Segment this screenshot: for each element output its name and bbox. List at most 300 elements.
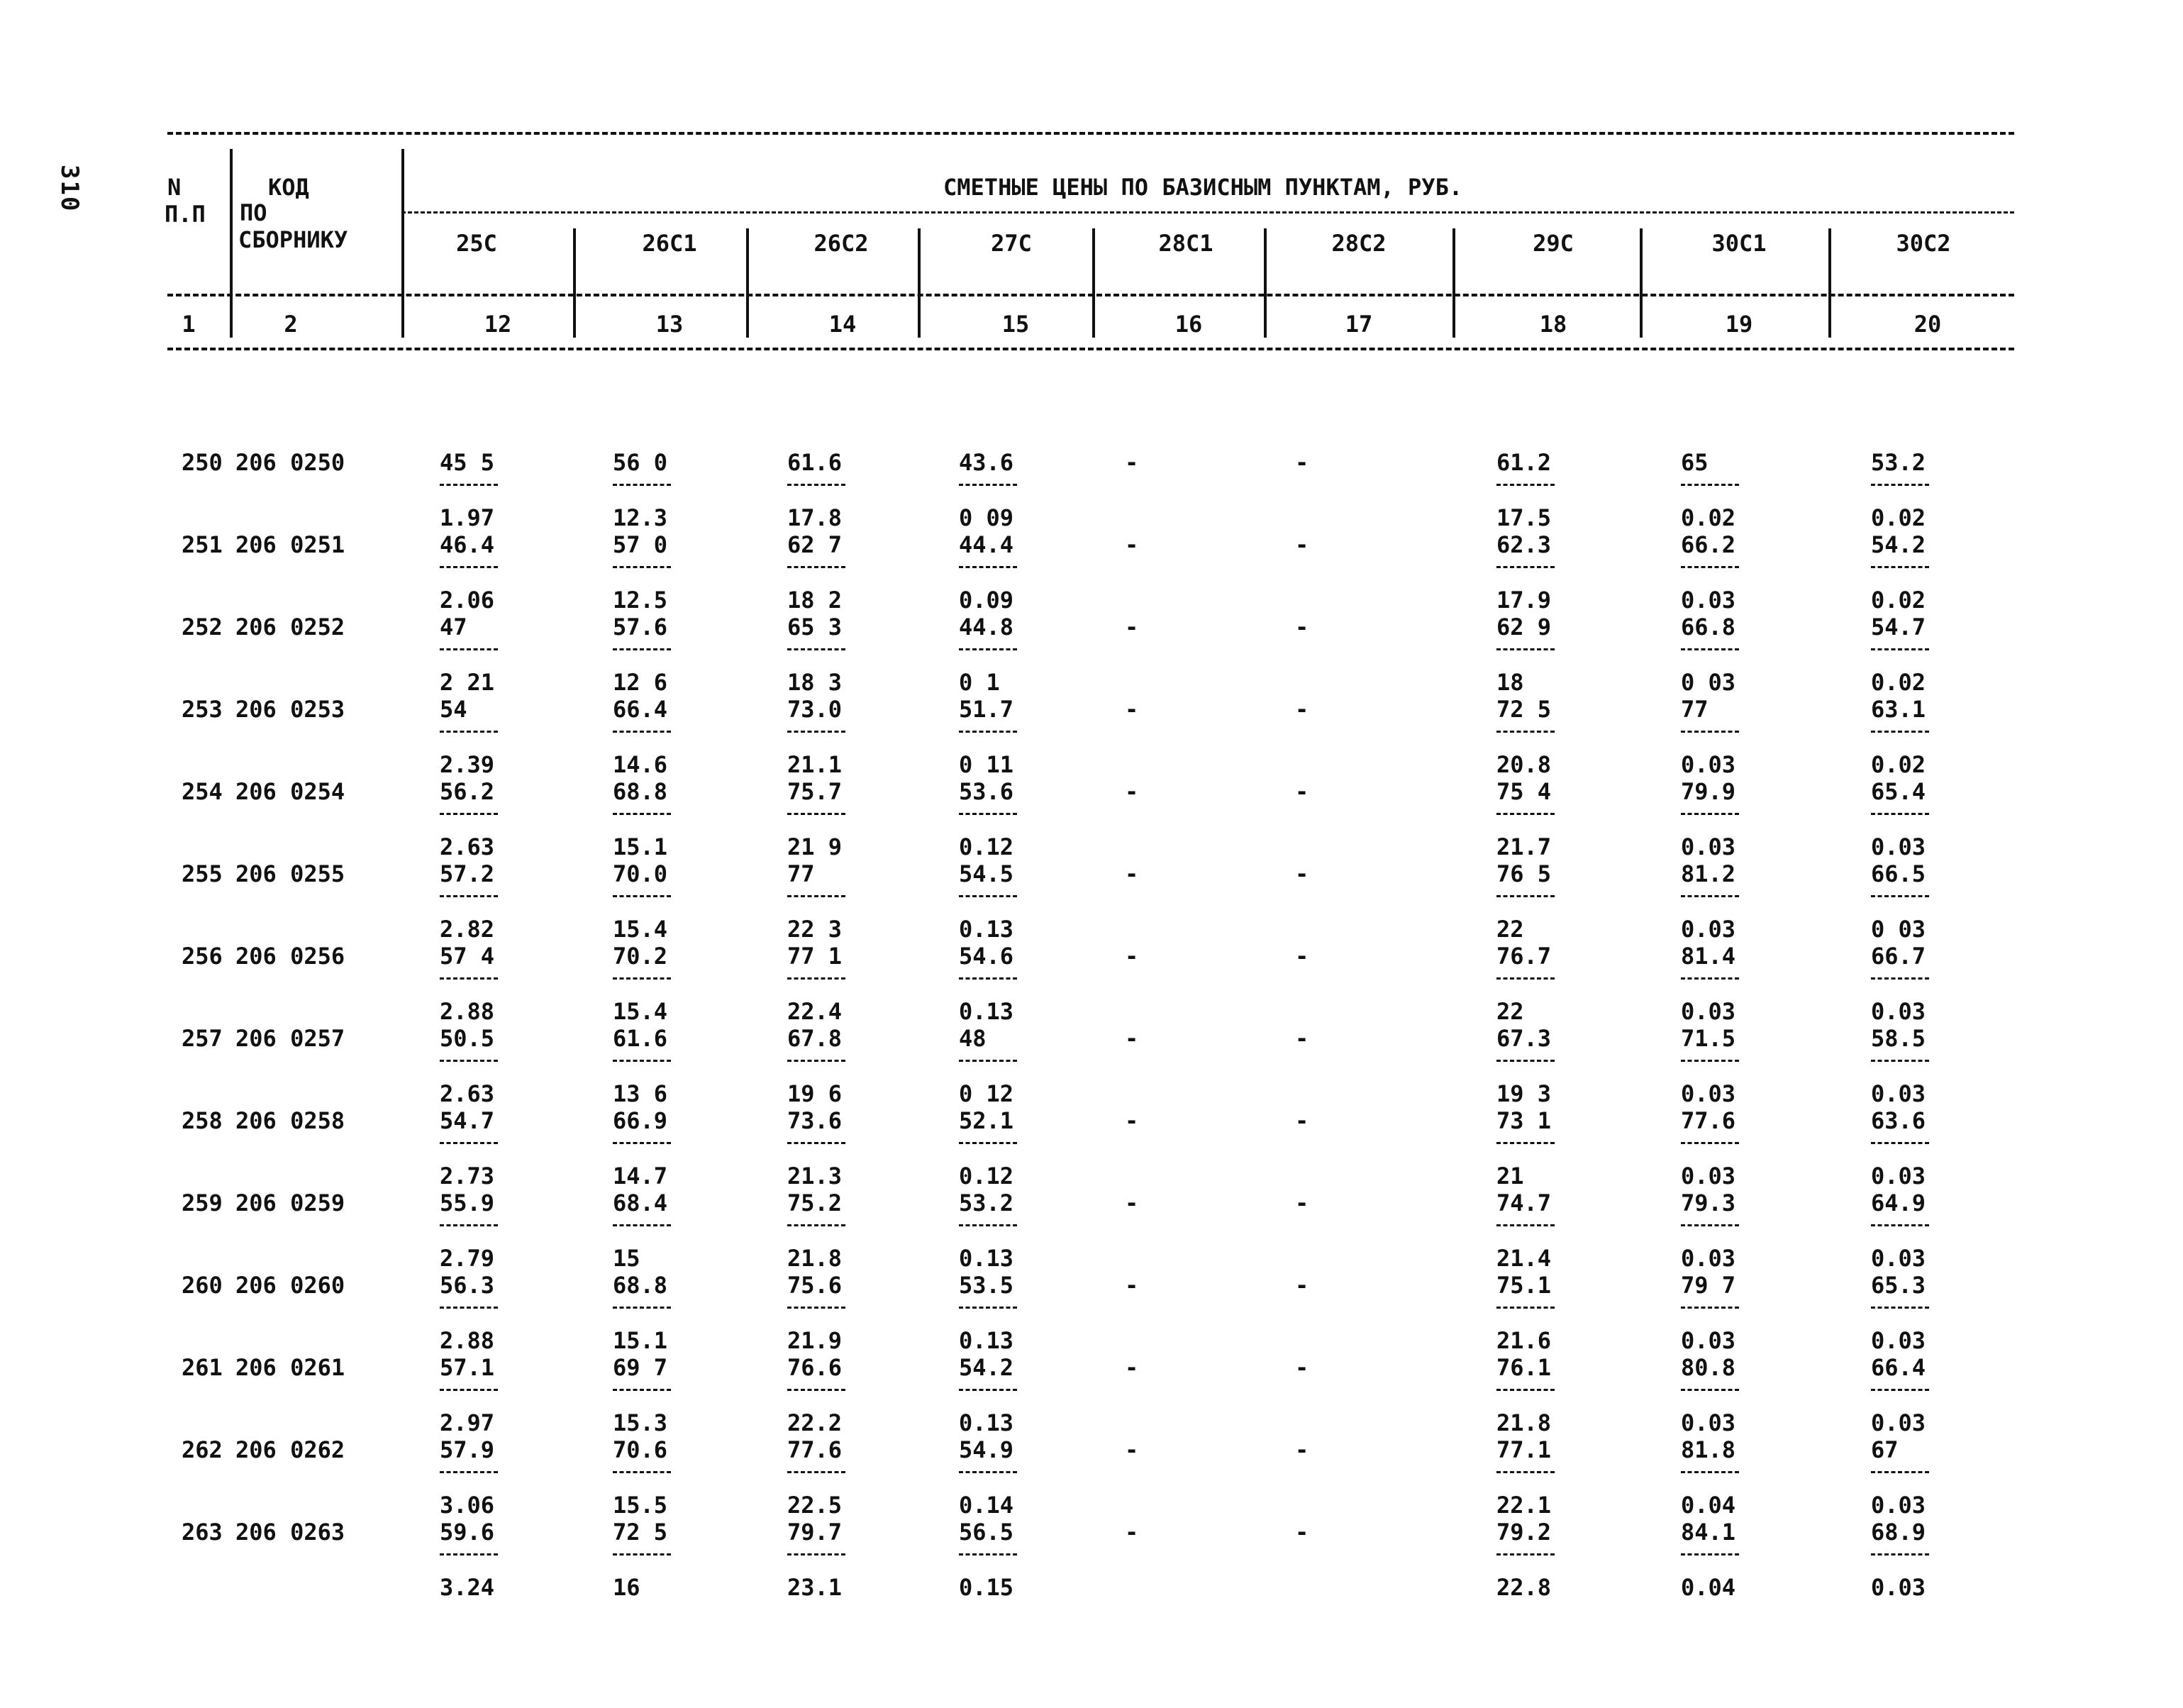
fraction-line [1681, 1142, 1739, 1144]
price-subvalue: 0.03 [1871, 1163, 1926, 1190]
fraction-line [440, 731, 498, 733]
price-subvalue: 0.12 [959, 1163, 1014, 1190]
row-number: 255 [182, 860, 223, 887]
price-value: 66.5 [1871, 860, 1926, 887]
fraction-line [1681, 566, 1739, 568]
price-subvalue: 0.13 [959, 1245, 1014, 1272]
price-subvalue: 17.5 [1496, 504, 1552, 531]
price-value: 59.6 [440, 1519, 495, 1546]
header-divider [1452, 228, 1455, 338]
price-value: 66.7 [1871, 943, 1926, 970]
price-value: 57.9 [440, 1436, 495, 1463]
column-header: 28С1 [1158, 230, 1213, 257]
fraction-line [959, 813, 1017, 815]
price-subvalue: 12.3 [613, 504, 668, 531]
price-subvalue: 0.13 [959, 1327, 1014, 1354]
price-value: 71.5 [1681, 1025, 1736, 1052]
column-header: 26С2 [813, 230, 869, 257]
header-bottom-rule [167, 348, 2014, 350]
column-header: 27С [991, 230, 1032, 257]
row-number: 254 [182, 778, 223, 805]
fraction-line [787, 484, 845, 486]
fraction-line [959, 1142, 1017, 1144]
fraction-line [1681, 1307, 1739, 1309]
price-subvalue: 2.82 [440, 916, 495, 943]
price-value: 66.4 [613, 696, 668, 723]
row-number: 251 [182, 531, 223, 558]
fraction-line [440, 1060, 498, 1062]
fraction-line [1496, 895, 1555, 897]
fraction-line [1681, 1389, 1739, 1391]
price-dash: - [1295, 943, 1309, 970]
fraction-line [1681, 895, 1739, 897]
fraction-line [1871, 813, 1929, 815]
header-divider [1828, 228, 1831, 338]
price-value: 56.2 [440, 778, 495, 805]
fraction-line [440, 1389, 498, 1391]
fraction-line [1496, 1389, 1555, 1391]
price-value: 56 0 [613, 449, 668, 476]
fraction-line [1681, 648, 1739, 650]
price-subvalue: 18 3 [787, 669, 843, 696]
price-subvalue: 0.12 [959, 833, 1014, 860]
price-subvalue: 0.13 [959, 998, 1014, 1025]
fraction-line [613, 895, 671, 897]
price-value: 54.2 [1871, 531, 1926, 558]
fraction-line [959, 1307, 1017, 1309]
price-value: 68.8 [613, 1272, 668, 1299]
header-mid-rule [167, 294, 2014, 296]
price-dash: - [1125, 1519, 1139, 1546]
fraction-line [1681, 1553, 1739, 1556]
price-value: 54.7 [1871, 614, 1926, 640]
price-subvalue: 12.5 [613, 587, 668, 614]
price-subvalue: 0.03 [1871, 1245, 1926, 1272]
price-subvalue: 0.04 [1681, 1574, 1736, 1601]
fraction-line [959, 566, 1017, 568]
fraction-line [787, 1142, 845, 1144]
price-subvalue: 0.03 [1871, 1080, 1926, 1107]
header-col2-label: СБОРНИКУ [238, 226, 348, 253]
price-value: 57.2 [440, 860, 495, 887]
price-value: 54.9 [959, 1436, 1014, 1463]
fraction-line [787, 895, 845, 897]
price-subvalue: 0.02 [1871, 504, 1926, 531]
price-subvalue: 17.8 [787, 504, 843, 531]
price-subvalue: 15 [613, 1245, 640, 1272]
price-subvalue: 0.04 [1681, 1492, 1736, 1519]
price-subvalue: 21.9 [787, 1327, 843, 1354]
fraction-line [613, 1142, 671, 1144]
fraction-line [1871, 1142, 1929, 1144]
fraction-line [613, 566, 671, 568]
fraction-line [1496, 813, 1555, 815]
column-header: 30С2 [1896, 230, 1951, 257]
column-number: 14 [828, 311, 857, 338]
fraction-line [440, 1471, 498, 1473]
price-subvalue: 14.6 [613, 751, 668, 778]
fraction-line [959, 648, 1017, 650]
fraction-line [959, 1060, 1017, 1062]
column-number: 19 [1725, 311, 1753, 338]
row-code: 206 0251 [235, 531, 345, 558]
row-code: 206 0261 [235, 1354, 345, 1381]
row-code: 206 0260 [235, 1272, 345, 1299]
price-value: 54.5 [959, 860, 1014, 887]
price-value: 46.4 [440, 531, 495, 558]
row-number: 258 [182, 1107, 223, 1134]
price-value: 57.1 [440, 1354, 495, 1381]
header-col2-label: ПО [240, 199, 267, 226]
fraction-line [440, 648, 498, 650]
price-value: 67 [1871, 1436, 1899, 1463]
price-value: 61.2 [1496, 449, 1552, 476]
price-value: 76.1 [1496, 1354, 1552, 1381]
price-dash: - [1125, 449, 1139, 476]
row-number: 261 [182, 1354, 223, 1381]
price-value: 47 [440, 614, 467, 640]
price-subvalue: 19 6 [787, 1080, 843, 1107]
fraction-line [959, 731, 1017, 733]
header-group-rule [401, 211, 2014, 214]
row-code: 206 0250 [235, 449, 345, 476]
row-code: 206 0263 [235, 1519, 345, 1546]
fraction-line [787, 1060, 845, 1062]
fraction-line [1871, 484, 1929, 486]
fraction-line [959, 1224, 1017, 1226]
price-value: 63.1 [1871, 696, 1926, 723]
fraction-line [1871, 1060, 1929, 1062]
fraction-line [1871, 1224, 1929, 1226]
price-dash: - [1125, 1354, 1139, 1381]
row-code: 206 0252 [235, 614, 345, 640]
column-header: 29С [1533, 230, 1574, 257]
price-subvalue: 15.4 [613, 998, 668, 1025]
price-subvalue: 22.4 [787, 998, 843, 1025]
price-value: 57.6 [613, 614, 668, 640]
price-value: 61.6 [787, 449, 843, 476]
fraction-line [1496, 1553, 1555, 1556]
price-subvalue: 21.4 [1496, 1245, 1552, 1272]
row-number: 250 [182, 449, 223, 476]
price-subvalue: 22.1 [1496, 1492, 1552, 1519]
fraction-line [613, 1060, 671, 1062]
fraction-line [440, 1553, 498, 1556]
price-subvalue: 15.5 [613, 1492, 668, 1519]
fraction-line [1496, 1307, 1555, 1309]
price-dash: - [1125, 860, 1139, 887]
fraction-line [1681, 731, 1739, 733]
price-subvalue: 0.03 [1681, 1245, 1736, 1272]
price-dash: - [1295, 1025, 1309, 1052]
price-subvalue: 2.73 [440, 1163, 495, 1190]
price-value: 73.6 [787, 1107, 843, 1134]
price-value: 76.6 [787, 1354, 843, 1381]
fraction-line [613, 731, 671, 733]
column-number: 17 [1345, 311, 1373, 338]
fraction-line [959, 1389, 1017, 1391]
price-value: 68.4 [613, 1190, 668, 1216]
price-value: 53.2 [1871, 449, 1926, 476]
price-subvalue: 0 03 [1871, 916, 1926, 943]
price-dash: - [1125, 696, 1139, 723]
price-value: 55.9 [440, 1190, 495, 1216]
price-dash: - [1295, 1272, 1309, 1299]
price-value: 70.2 [613, 943, 668, 970]
fraction-line [613, 1553, 671, 1556]
price-value: 57 0 [613, 531, 668, 558]
price-value: 62 9 [1496, 614, 1552, 640]
row-code: 206 0256 [235, 943, 345, 970]
fraction-line [1871, 895, 1929, 897]
price-value: 68.9 [1871, 1519, 1926, 1546]
price-subvalue: 0.03 [1871, 1574, 1926, 1601]
price-subvalue: 21.8 [787, 1245, 843, 1272]
price-value: 65 3 [787, 614, 843, 640]
fraction-line [440, 813, 498, 815]
page-number: 310 [55, 165, 84, 213]
fraction-line [787, 731, 845, 733]
price-subvalue: 22 3 [787, 916, 843, 943]
price-value: 57 4 [440, 943, 495, 970]
fraction-line [613, 1307, 671, 1309]
header-col2-label: КОД [268, 174, 309, 201]
price-subvalue: 0.03 [1681, 1080, 1736, 1107]
price-subvalue: 0.03 [1681, 1327, 1736, 1354]
fraction-line [1871, 977, 1929, 980]
price-subvalue: 15.1 [613, 1327, 668, 1354]
column-number: 20 [1913, 311, 1942, 338]
row-code: 206 0255 [235, 860, 345, 887]
price-value: 65.3 [1871, 1272, 1926, 1299]
price-subvalue: 0 03 [1681, 669, 1736, 696]
fraction-line [440, 1224, 498, 1226]
column-number: 18 [1539, 311, 1567, 338]
fraction-line [1681, 1471, 1739, 1473]
price-value: 70.0 [613, 860, 668, 887]
fraction-line [440, 1307, 498, 1309]
fraction-line [1496, 566, 1555, 568]
fraction-line [613, 648, 671, 650]
price-subvalue: 15.3 [613, 1409, 668, 1436]
price-dash: - [1125, 1436, 1139, 1463]
price-subvalue: 21 [1496, 1163, 1524, 1190]
header-divider [1640, 228, 1643, 338]
price-value: 68.8 [613, 778, 668, 805]
price-value: 84.1 [1681, 1519, 1736, 1546]
row-number: 252 [182, 614, 223, 640]
fraction-line [787, 1471, 845, 1473]
price-subvalue: 2.63 [440, 833, 495, 860]
fraction-line [613, 1224, 671, 1226]
fraction-line [1496, 484, 1555, 486]
price-dash: - [1125, 1272, 1139, 1299]
price-dash: - [1295, 614, 1309, 640]
fraction-line [1871, 1389, 1929, 1391]
price-value: 81.2 [1681, 860, 1736, 887]
price-subvalue: 2.63 [440, 1080, 495, 1107]
price-value: 66.8 [1681, 614, 1736, 640]
price-value: 56.5 [959, 1519, 1014, 1546]
price-value: 77 [1681, 696, 1709, 723]
fraction-line [1496, 1471, 1555, 1473]
fraction-line [1496, 1060, 1555, 1062]
price-value: 77.1 [1496, 1436, 1552, 1463]
price-subvalue: 2.88 [440, 998, 495, 1025]
price-subvalue: 2.79 [440, 1245, 495, 1272]
fraction-line [1496, 1142, 1555, 1144]
price-subvalue: 3.06 [440, 1492, 495, 1519]
column-header: 25С [456, 230, 497, 257]
price-value: 79.9 [1681, 778, 1736, 805]
row-code: 206 0254 [235, 778, 345, 805]
price-dash: - [1295, 531, 1309, 558]
fraction-line [1871, 731, 1929, 733]
price-subvalue: 0.03 [1871, 1409, 1926, 1436]
price-subvalue: 0.03 [1681, 998, 1736, 1025]
price-dash: - [1125, 778, 1139, 805]
price-subvalue: 22.8 [1496, 1574, 1552, 1601]
fraction-line [1681, 1224, 1739, 1226]
price-dash: - [1125, 531, 1139, 558]
price-value: 75 4 [1496, 778, 1552, 805]
price-dash: - [1295, 1107, 1309, 1134]
price-dash: - [1125, 1107, 1139, 1134]
price-subvalue: 0.09 [959, 587, 1014, 614]
price-subvalue: 2.39 [440, 751, 495, 778]
price-dash: - [1125, 943, 1139, 970]
price-value: 76.7 [1496, 943, 1552, 970]
price-value: 77 1 [787, 943, 843, 970]
row-code: 206 0258 [235, 1107, 345, 1134]
price-subvalue: 21.6 [1496, 1327, 1552, 1354]
price-subvalue: 0.03 [1871, 998, 1926, 1025]
price-subvalue: 0.02 [1681, 504, 1736, 531]
price-subvalue: 22.5 [787, 1492, 843, 1519]
row-code: 206 0259 [235, 1190, 345, 1216]
price-value: 56.3 [440, 1272, 495, 1299]
row-number: 262 [182, 1436, 223, 1463]
price-value: 62.3 [1496, 531, 1552, 558]
price-value: 65 [1681, 449, 1709, 476]
price-dash: - [1295, 449, 1309, 476]
price-subvalue: 0 09 [959, 504, 1014, 531]
row-number: 259 [182, 1190, 223, 1216]
price-value: 63.6 [1871, 1107, 1926, 1134]
price-subvalue: 21.3 [787, 1163, 843, 1190]
row-code: 206 0253 [235, 696, 345, 723]
price-value: 53.5 [959, 1272, 1014, 1299]
column-number: 1 [182, 311, 196, 338]
fraction-line [440, 484, 498, 486]
price-subvalue: 15.4 [613, 916, 668, 943]
price-subvalue: 0.03 [1871, 833, 1926, 860]
header-top-rule [167, 132, 2014, 135]
price-dash: - [1295, 696, 1309, 723]
price-value: 79.7 [787, 1519, 843, 1546]
price-value: 44.4 [959, 531, 1014, 558]
price-subvalue: 17.9 [1496, 587, 1552, 614]
price-value: 50.5 [440, 1025, 495, 1052]
fraction-line [1496, 1224, 1555, 1226]
price-subvalue: 12 6 [613, 669, 668, 696]
price-dash: - [1125, 614, 1139, 640]
price-value: 43.6 [959, 449, 1014, 476]
price-subvalue: 0.03 [1681, 1409, 1736, 1436]
price-value: 69 7 [613, 1354, 668, 1381]
price-subvalue: 0.03 [1681, 751, 1736, 778]
price-subvalue: 21.8 [1496, 1409, 1552, 1436]
price-dash: - [1295, 778, 1309, 805]
column-number: 13 [655, 311, 684, 338]
price-subvalue: 21 9 [787, 833, 843, 860]
row-code: 206 0262 [235, 1436, 345, 1463]
fraction-line [1496, 648, 1555, 650]
price-value: 58.5 [1871, 1025, 1926, 1052]
fraction-line [1871, 648, 1929, 650]
price-value: 66.9 [613, 1107, 668, 1134]
fraction-line [787, 1224, 845, 1226]
fraction-line [1681, 813, 1739, 815]
price-value: 73 1 [1496, 1107, 1552, 1134]
price-value: 45 5 [440, 449, 495, 476]
fraction-line [1681, 484, 1739, 486]
price-value: 72 5 [1496, 696, 1552, 723]
price-subvalue: 0.03 [1681, 916, 1736, 943]
price-value: 70.6 [613, 1436, 668, 1463]
fraction-line [787, 1553, 845, 1556]
price-subvalue: 0.02 [1871, 669, 1926, 696]
fraction-line [440, 566, 498, 568]
price-dash: - [1125, 1190, 1139, 1216]
fraction-line [787, 648, 845, 650]
fraction-line [613, 1389, 671, 1391]
price-subvalue: 0 1 [959, 669, 1000, 696]
price-subvalue: 0.14 [959, 1492, 1014, 1519]
fraction-line [1681, 977, 1739, 980]
price-value: 54.7 [440, 1107, 495, 1134]
price-value: 66.2 [1681, 531, 1736, 558]
fraction-line [1871, 1553, 1929, 1556]
fraction-line [1496, 731, 1555, 733]
price-dash: - [1295, 1436, 1309, 1463]
price-subvalue: 19 3 [1496, 1080, 1552, 1107]
column-number: 15 [1001, 311, 1030, 338]
price-subvalue: 14.7 [613, 1163, 668, 1190]
price-value: 75.1 [1496, 1272, 1552, 1299]
fraction-line [959, 1471, 1017, 1473]
price-subvalue: 0.02 [1871, 751, 1926, 778]
price-dash: - [1295, 1190, 1309, 1216]
price-subvalue: 18 [1496, 669, 1524, 696]
price-subvalue: 23.1 [787, 1574, 843, 1601]
price-value: 67.3 [1496, 1025, 1552, 1052]
price-subvalue: 0.03 [1871, 1492, 1926, 1519]
price-subvalue: 0.13 [959, 1409, 1014, 1436]
price-subvalue: 0 12 [959, 1080, 1014, 1107]
fraction-line [787, 813, 845, 815]
price-subvalue: 0.03 [1681, 587, 1736, 614]
price-value: 65.4 [1871, 778, 1926, 805]
price-subvalue: 2.06 [440, 587, 495, 614]
row-number: 257 [182, 1025, 223, 1052]
price-value: 66.4 [1871, 1354, 1926, 1381]
price-subvalue: 22 [1496, 998, 1524, 1025]
price-subvalue: 20.8 [1496, 751, 1552, 778]
header-divider [230, 149, 233, 338]
price-subvalue: 0 11 [959, 751, 1014, 778]
fraction-line [1681, 1060, 1739, 1062]
